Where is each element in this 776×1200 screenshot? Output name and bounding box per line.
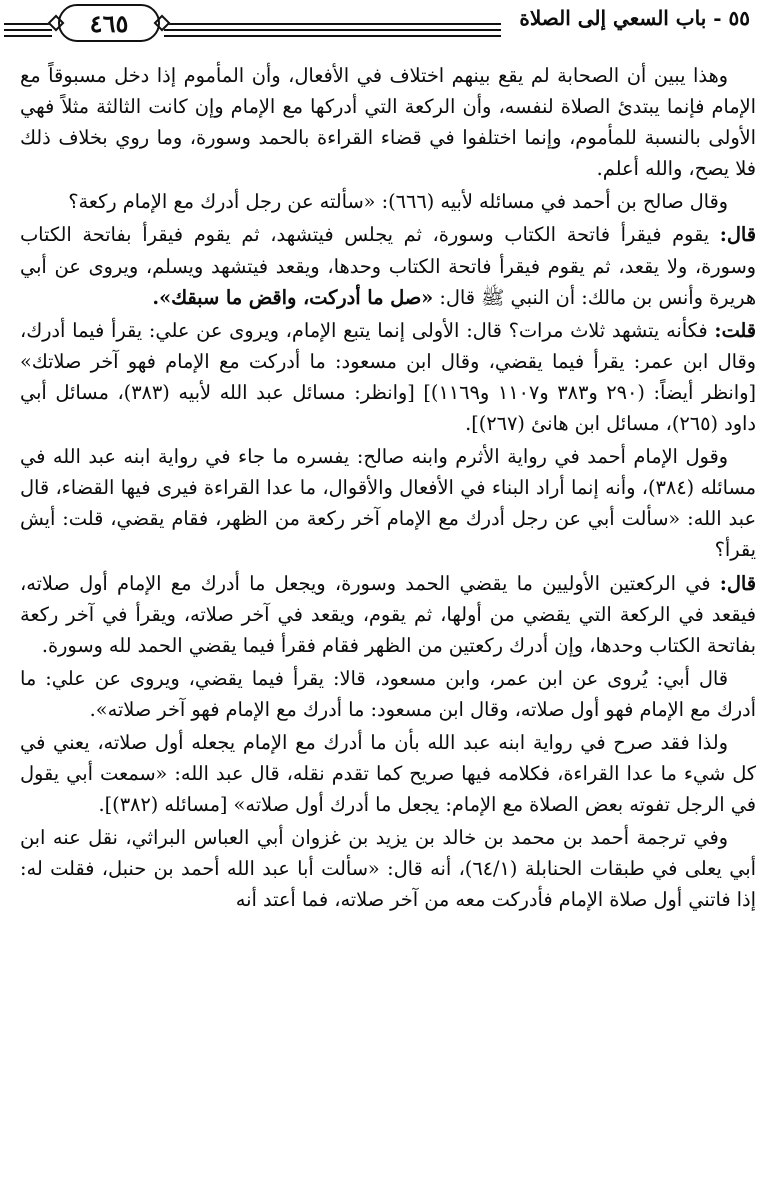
paragraph	[20, 568, 756, 661]
paragraph-text: فكأنه يتشهد ثلاث مرات؟ قال: الأولى إنما يتبع الإمام، ويروى عن علي: يقرأ فيما أدرك، وقال ابن عمر: يقرأ فيما يقضي، وقال ابن مسعود: ما أدركت مع الإمام فهو آخر صلاتك» [وانظر أيضاً: (٢٩٠ و٣٨٣ و١١٠٧ و١١٦٩)] [وانظر: مسائل عبد الله لأبيه (٣٨٣)، مسائل أبي داود (٢٦٥)، مسائل ابن هانئ (٢٦٧)].	[20, 318, 756, 436]
header-rule	[4, 29, 52, 31]
header-rule	[164, 23, 501, 25]
header-rule	[4, 23, 52, 25]
paragraph	[20, 727, 756, 820]
paragraph-text: يقوم فيقرأ فاتحة الكتاب وسورة، ثم يجلس فيتشهد، ثم يقوم فيقرأ بفاتحة الكتاب وسورة، ولا يقعد، ثم يقوم فيقرأ فاتحة الكتاب وحدها، ويقعد فيتشهد ويسلم، ويروى عن أبي هريرة وأنس بن مالك: أن النبي ﷺ قال:	[20, 223, 756, 309]
paragraph-text: في الركعتين الأوليين ما يقضي الحمد وسورة، ويجعل ما أدرك مع الإمام أول صلاته، فيقعد في الركعة التي يقضي من أولها، ثم يقوم، ويقعد في آخر صلاته، ويقرأ في آخر ركعة بفاتحة الكتاب وحدها، وإن أدرك ركعتين من الظهر فقام فقرأ فيما يقضي الحمد لله وسورة.	[20, 571, 756, 657]
paragraph	[20, 441, 756, 565]
paragraph-text: وقول الإمام أحمد في رواية الأثرم وابنه صالح: يفسره ما جاء في رواية ابنه عبد الله في مسائله (٣٨٤)، وأنه إنما أراد البناء في الأفعال والأقوال، ما عدا القراءة فيرى فيها القضاء، قال عبد الله: «سألت أبي عن رجل أدرك مع الإمام آخر ركعة من الظهر، فقام يقضي، قلت: أيش يقرأ؟	[20, 445, 756, 562]
hadith-quote: «صل ما أدركت، واقض ما سبقك».	[152, 285, 434, 309]
paragraph-text: قال أبي: يُروى عن ابن عمر، وابن مسعود، قالا: يقرأ فيما يقضي، ويروى عن علي: ما أدرك مع الإمام فهو أول صلاته، وقال ابن مسعود: ما أدرك مع الإمام فهو آخر صلاته».	[20, 666, 756, 721]
paragraph	[20, 663, 756, 725]
paragraph-text: وهذا يبين أن الصحابة لم يقع بينهم اختلاف في الأفعال، وأن المأموم إذا دخل مسبوقاً مع الإمام فإنما يبتدئ الصلاة لنفسه، وأن الركعة التي أدركها مع الإمام وإن كانت الثالثة مثلاً فهي الأولى بالنسبة للمأموم، وإنما اختلفوا في قضاء القراءة بالحمد وسورة، وما روي بخلاف ذلك فلا يصح، والله أعلم.	[20, 64, 756, 181]
paragraph-text: ولذا فقد صرح في رواية ابنه عبد الله بأن ما أدرك مع الإمام يجعله أول صلاته، يعني في كل شيء ما عدا القراءة، فكلامه فيها صريح كما تقدم نقله، قال عبد الله: «سمعت أبي يقول في الرجل تفوته بعض الصلاة مع الإمام: يجعل ما أدرك أول صلاته» [مسائله (٣٨٢)].	[20, 730, 756, 817]
speaker-label: قلت:	[714, 318, 756, 342]
header-rule	[164, 35, 501, 37]
chapter-title: ٥٥ - باب السعي إلى الصلاة	[519, 6, 750, 30]
header-rule	[4, 35, 52, 37]
speaker-label: قال:	[719, 223, 756, 247]
paragraph	[20, 822, 756, 915]
page-number: ٤٦٥	[58, 4, 160, 42]
paragraph	[20, 186, 756, 217]
header-rule	[164, 29, 501, 31]
paragraph-text: وقال صالح بن أحمد في مسائله لأبيه (٦٦٦): «سألته عن رجل أدرك مع الإمام ركعة؟	[68, 190, 728, 214]
page-body	[20, 60, 756, 916]
paragraph-text: وفي ترجمة أحمد بن محمد بن خالد بن يزيد بن غزوان أبي العباس البراثي، نقل عنه ابن أبي يعلى في طبقات الحنابلة (٦٤/١)، أنه قال: «سألت أبا عبد الله أحمد بن حنبل، فقلت له: إذا فاتني أول صلاة الإمام فأدركت معه من آخر صلاته، فما أعتد أنه	[20, 826, 756, 912]
speaker-label: قال:	[719, 571, 756, 595]
page-header	[0, 0, 776, 52]
paragraph	[20, 315, 756, 439]
paragraph	[20, 219, 756, 312]
paragraph	[20, 60, 756, 184]
